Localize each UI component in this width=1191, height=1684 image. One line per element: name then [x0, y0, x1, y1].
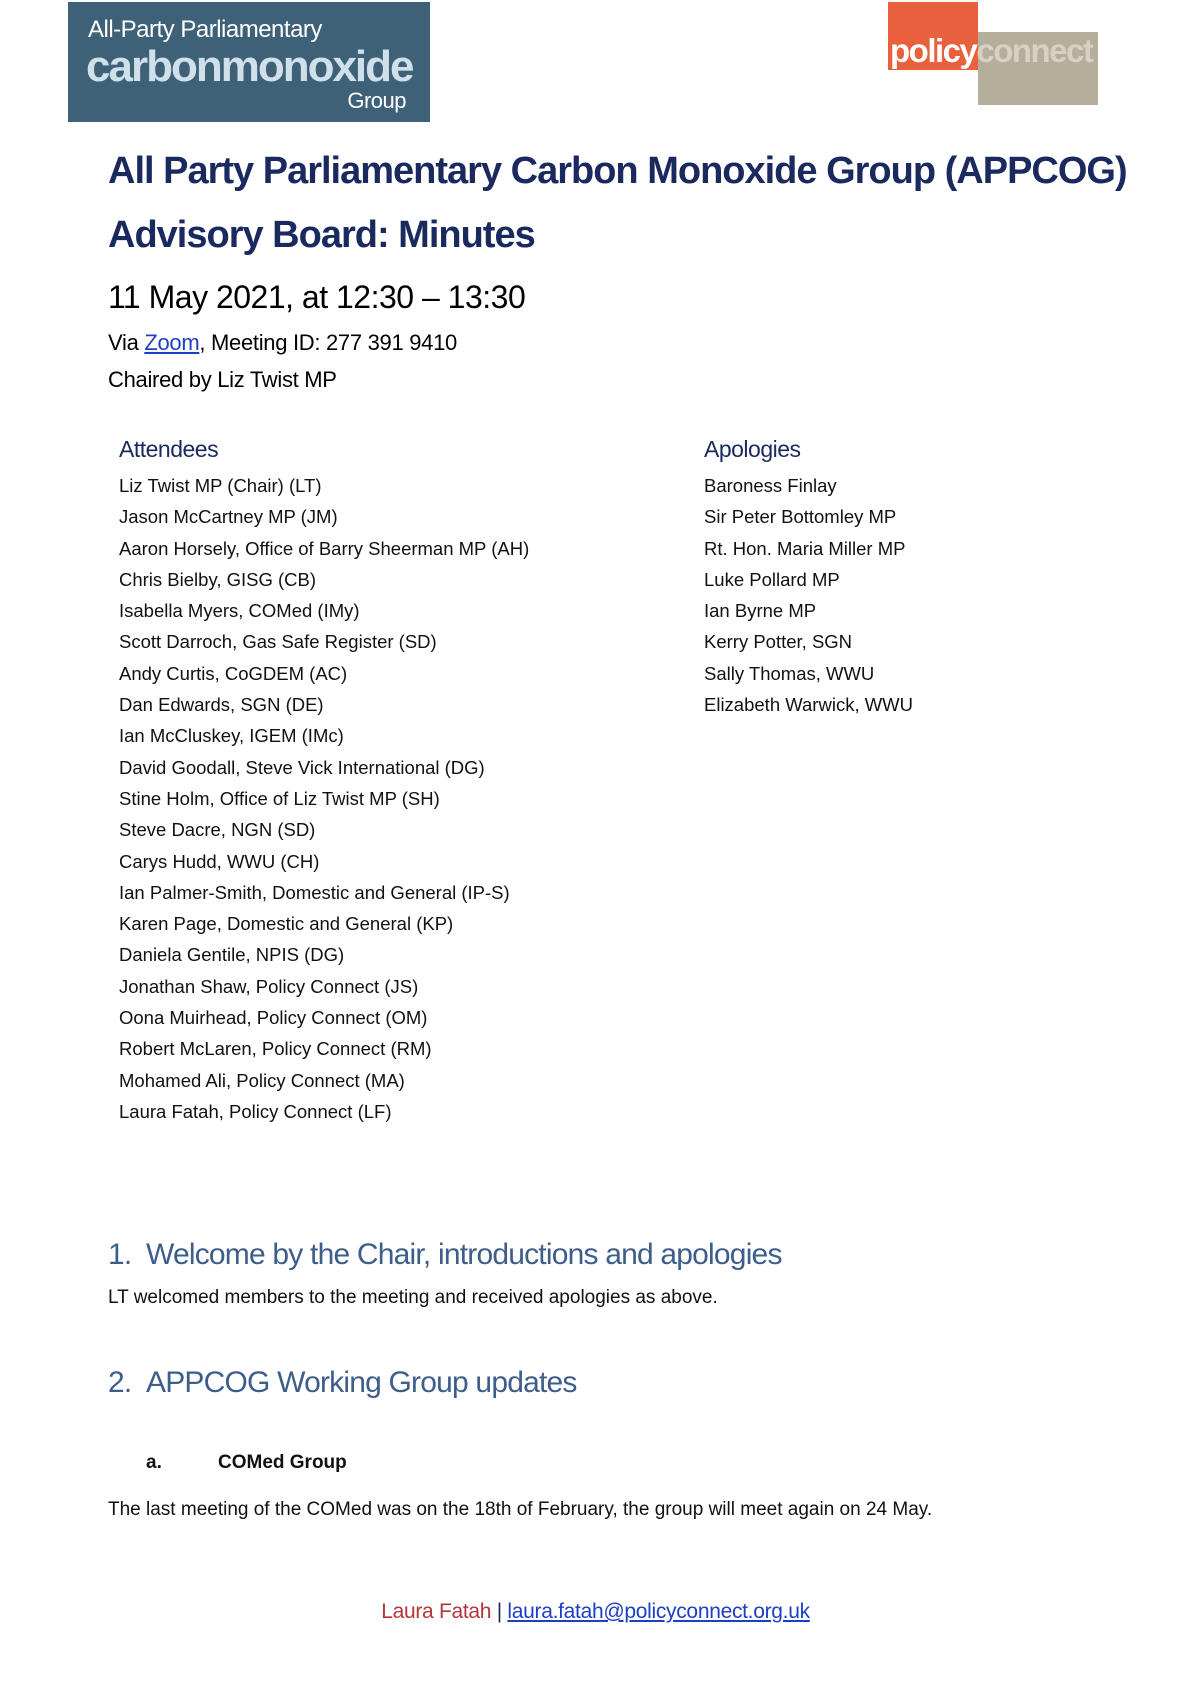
attendee-item: Ian McCluskey, IGEM (IMc) [119, 725, 344, 747]
attendee-item: David Goodall, Steve Vick International (DG) [119, 756, 485, 778]
attendee-item: Carys Hudd, WWU (CH) [119, 850, 320, 872]
attendee-item: Jonathan Shaw, Policy Connect (JS) [119, 975, 419, 997]
section-1-title: Welcome by the Chair, introductions and apologies [146, 1238, 782, 1271]
apologies-heading: Apologies [704, 436, 801, 462]
attendee-item: Steve Dacre, NGN (SD) [119, 819, 316, 841]
attendees-heading: Attendees [119, 436, 219, 462]
apology-item: Elizabeth Warwick, WWU [704, 694, 914, 716]
attendee-item: Daniela Gentile, NPIS (DG) [119, 944, 345, 966]
document-title-line-1: All Party Parliamentary Carbon Monoxide Group (APPCOG) [108, 150, 1127, 192]
subsection-2a-title: COMed Group [218, 1452, 347, 1473]
logo-line-3: Group [347, 88, 406, 113]
attendee-item: Isabella Myers, COMed (IMy) [119, 600, 360, 622]
subsection-2a-body: The last meeting of the COMed was on the 18th of February, the group will meet again on 24 May. [108, 1499, 933, 1520]
apology-item: Kerry Potter, SGN [704, 631, 853, 653]
logo-word-policy: policy [890, 32, 977, 69]
apology-item: Luke Pollard MP [704, 568, 840, 590]
section-1-heading [108, 1238, 782, 1272]
appcog-logo [68, 2, 430, 122]
attendee-item: Aaron Horsely, Office of Barry Sheerman MP (AH) [119, 537, 530, 559]
logo-line-1: All-Party Parliamentary [88, 16, 322, 43]
apology-item: Ian Byrne MP [704, 600, 817, 622]
via-prefix: Via [108, 330, 145, 355]
footer-email-link[interactable]: laura.fatah@policyconnect.org.uk [507, 1600, 810, 1623]
meeting-location [108, 330, 457, 356]
logo-text [890, 32, 1092, 70]
attendee-item: Ian Palmer-Smith, Domestic and General (IP-S) [119, 881, 510, 903]
policy-connect-logo [888, 2, 1098, 105]
attendee-item: Mohamed Ali, Policy Connect (MA) [119, 1069, 405, 1091]
attendee-item: Oona Muirhead, Policy Connect (OM) [119, 1007, 428, 1029]
apology-item: Rt. Hon. Maria Miller MP [704, 537, 906, 559]
attendee-item: Scott Darroch, Gas Safe Register (SD) [119, 631, 437, 653]
section-1-body: LT welcomed members to the meeting and received apologies as above. [108, 1287, 718, 1308]
apology-item: Sir Peter Bottomley MP [704, 506, 897, 528]
apologies-list [704, 470, 913, 720]
chaired-by: Chaired by Liz Twist MP [108, 367, 337, 392]
document-title-line-2: Advisory Board: Minutes [108, 214, 535, 256]
attendee-item: Andy Curtis, CoGDEM (AC) [119, 662, 348, 684]
section-2-heading [108, 1366, 577, 1400]
footer-name: Laura Fatah [381, 1600, 492, 1623]
attendee-item: Jason McCartney MP (JM) [119, 506, 338, 528]
zoom-link[interactable]: Zoom [144, 330, 200, 355]
section-1-number: 1. [108, 1238, 132, 1271]
page-footer [0, 1600, 1191, 1624]
attendee-item: Karen Page, Domestic and General (KP) [119, 913, 454, 935]
subsection-2a-letter: a. [146, 1452, 162, 1473]
logo-word-connect: connect [976, 32, 1093, 69]
apology-item: Sally Thomas, WWU [704, 662, 875, 684]
attendee-item: Chris Bielby, GISG (CB) [119, 568, 317, 590]
attendee-item: Dan Edwards, SGN (DE) [119, 694, 324, 716]
attendees-list [119, 470, 529, 1127]
footer-separator: | [491, 1600, 508, 1623]
attendee-item: Robert McLaren, Policy Connect (RM) [119, 1038, 432, 1060]
logo-line-2: carbonmonoxide [86, 42, 413, 91]
attendee-item: Liz Twist MP (Chair) (LT) [119, 475, 322, 496]
attendee-item: Laura Fatah, Policy Connect (LF) [119, 1100, 392, 1122]
apology-item: Baroness Finlay [704, 475, 837, 496]
meeting-date-time: 11 May 2021, at 12:30 – 13:30 [108, 279, 526, 315]
section-2-title: APPCOG Working Group updates [146, 1366, 577, 1399]
meeting-id: , Meeting ID: 277 391 9410 [199, 330, 457, 355]
section-2-number: 2. [108, 1366, 132, 1399]
subsection-2a-heading [146, 1452, 347, 1474]
attendee-item: Stine Holm, Office of Liz Twist MP (SH) [119, 787, 440, 809]
